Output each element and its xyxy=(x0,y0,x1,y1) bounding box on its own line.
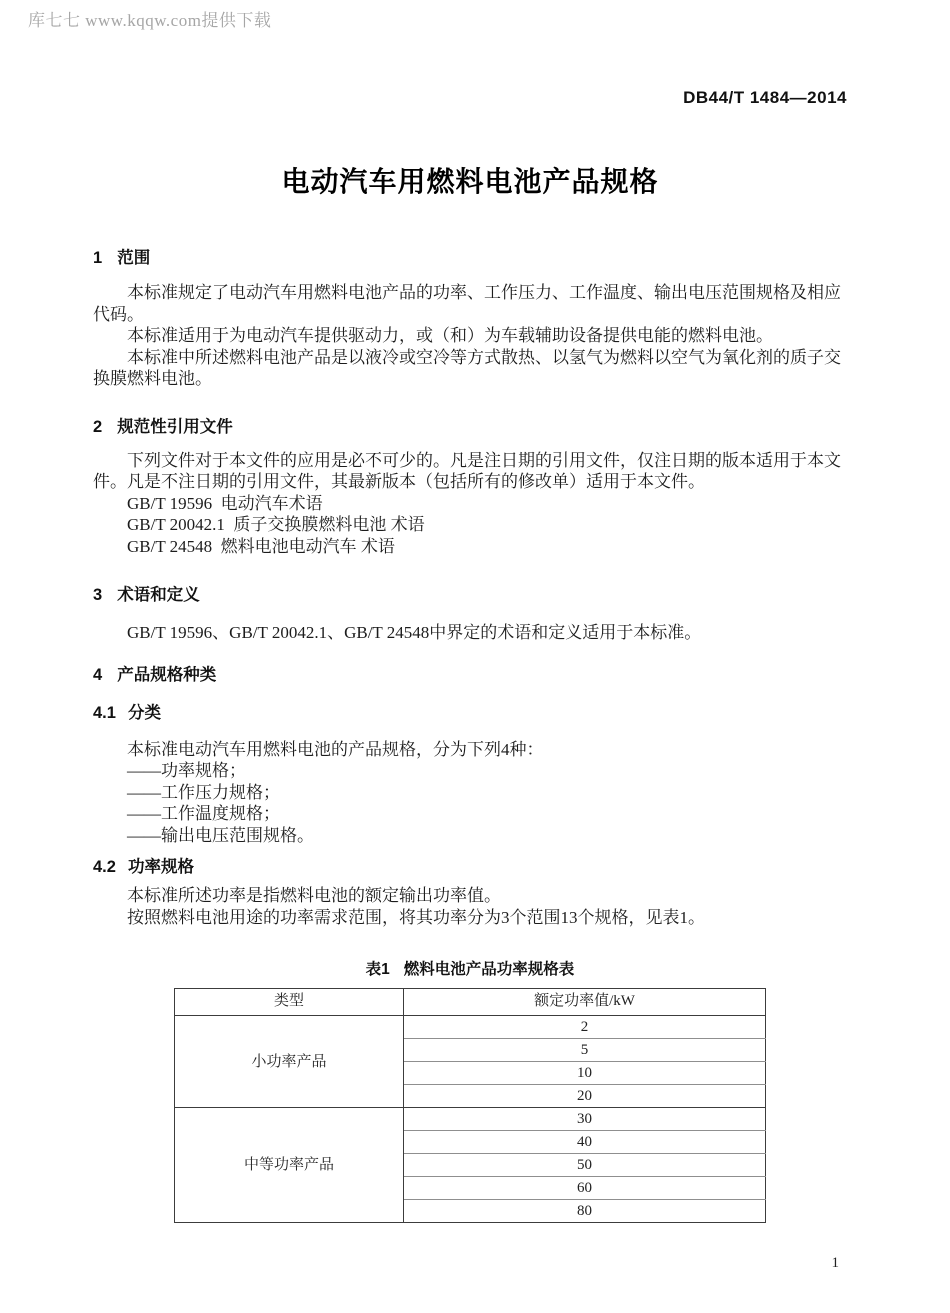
section-number: 4 xyxy=(93,665,103,684)
section-number: 4.1 xyxy=(93,703,116,722)
rated-power-value-cell: 5 xyxy=(404,1039,766,1062)
standard-number: DB44/T 1484—2014 xyxy=(683,88,847,107)
paragraph: 按照燃料电池用途的功率需求范围，将其功率分为3个范围13个规格，见表1。 xyxy=(127,907,705,927)
section-heading-terms xyxy=(93,584,847,606)
rated-power-value-cell: 20 xyxy=(404,1085,766,1108)
section-title: 规范性引用文件 xyxy=(117,417,233,436)
table-row xyxy=(175,1016,766,1039)
rated-power-value-cell: 2 xyxy=(404,1016,766,1039)
table-caption-text: 燃料电池产品功率规格表 xyxy=(403,961,575,978)
column-header-rated-power: 额定功率值/kW xyxy=(404,989,766,1016)
page-number: 1 xyxy=(831,1255,839,1271)
rated-power-value-cell: 50 xyxy=(404,1154,766,1177)
watermark-text: 库七七 www.kqqw.com提供下载 xyxy=(28,11,272,30)
paragraph: 下列文件对于本文件的应用是必不可少的。凡是注日期的引用文件，仅注日期的版本适用于本文件。凡是不注日期的引用文件，其最新版本（包括所有的修改单）适用于本文件。 xyxy=(93,450,841,491)
table-caption-label: 表1 xyxy=(365,961,390,978)
paragraph: 本标准适用于为电动汽车提供驱动力，或（和）为车载辅助设备提供电能的燃料电池。 xyxy=(127,326,773,345)
section-heading-normative-references xyxy=(93,416,847,438)
section-title: 术语和定义 xyxy=(117,586,200,604)
dash-list-item: ——功率规格； xyxy=(127,761,246,780)
product-type-cell: 小功率产品 xyxy=(175,1016,404,1108)
section-title: 功率规格 xyxy=(127,858,194,876)
rated-power-value-cell: 30 xyxy=(404,1108,766,1131)
subsection-heading-classification xyxy=(93,702,847,724)
rated-power-value-cell: 10 xyxy=(404,1062,766,1085)
table-row xyxy=(175,1108,766,1131)
rated-power-value-cell: 60 xyxy=(404,1177,766,1200)
rated-power-value-cell: 40 xyxy=(404,1131,766,1154)
product-type-cell: 中等功率产品 xyxy=(175,1108,404,1223)
reference-item: GB/T 20042.1 质子交换膜燃料电池 术语 xyxy=(127,515,425,534)
paragraph: 本标准规定了电动汽车用燃料电池产品的功率、工作压力、工作温度、输出电压范围规格及相应代码。 xyxy=(93,283,841,324)
section-number: 2 xyxy=(93,417,103,436)
page-title: 电动汽车用燃料电池产品规格 xyxy=(281,166,659,197)
paragraph: 本标准中所述燃料电池产品是以液冷或空冷等方式散热、以氢气为燃料以空气为氧化剂的质子交换膜燃料电池。 xyxy=(93,347,841,388)
section-title: 范围 xyxy=(117,249,151,267)
section-number: 3 xyxy=(93,586,103,604)
paragraph: 本标准所述功率是指燃料电池的额定输出功率值。 xyxy=(127,886,501,905)
dash-list-item: ——工作温度规格； xyxy=(127,804,280,823)
paragraph: 本标准电动汽车用燃料电池的产品规格，分为下列4种： xyxy=(127,739,544,759)
dash-list-item: ——工作压力规格； xyxy=(127,782,280,802)
table-header-row xyxy=(175,989,766,1016)
reference-item: GB/T 19596 电动汽车术语 xyxy=(127,493,323,513)
power-table-body xyxy=(175,1016,766,1223)
section-title: 产品规格种类 xyxy=(117,665,217,684)
section-number: 4.2 xyxy=(93,858,116,876)
section-title: 分类 xyxy=(127,703,161,722)
subsection-heading-power-spec xyxy=(93,856,847,878)
dash-list-item: ——输出电压范围规格。 xyxy=(127,825,314,845)
power-spec-table xyxy=(174,988,766,1223)
reference-item: GB/T 24548 燃料电池电动汽车 术语 xyxy=(127,536,395,556)
paragraph: GB/T 19596、GB/T 20042.1、GB/T 24548中界定的术语和定义适用于本标准。 xyxy=(127,623,702,642)
table-caption xyxy=(93,959,847,981)
section-heading-product-spec-types xyxy=(93,664,847,686)
column-header-type: 类型 xyxy=(175,989,404,1016)
rated-power-value-cell: 80 xyxy=(404,1200,766,1223)
section-number: 1 xyxy=(93,249,103,267)
section-heading-scope xyxy=(93,247,847,269)
